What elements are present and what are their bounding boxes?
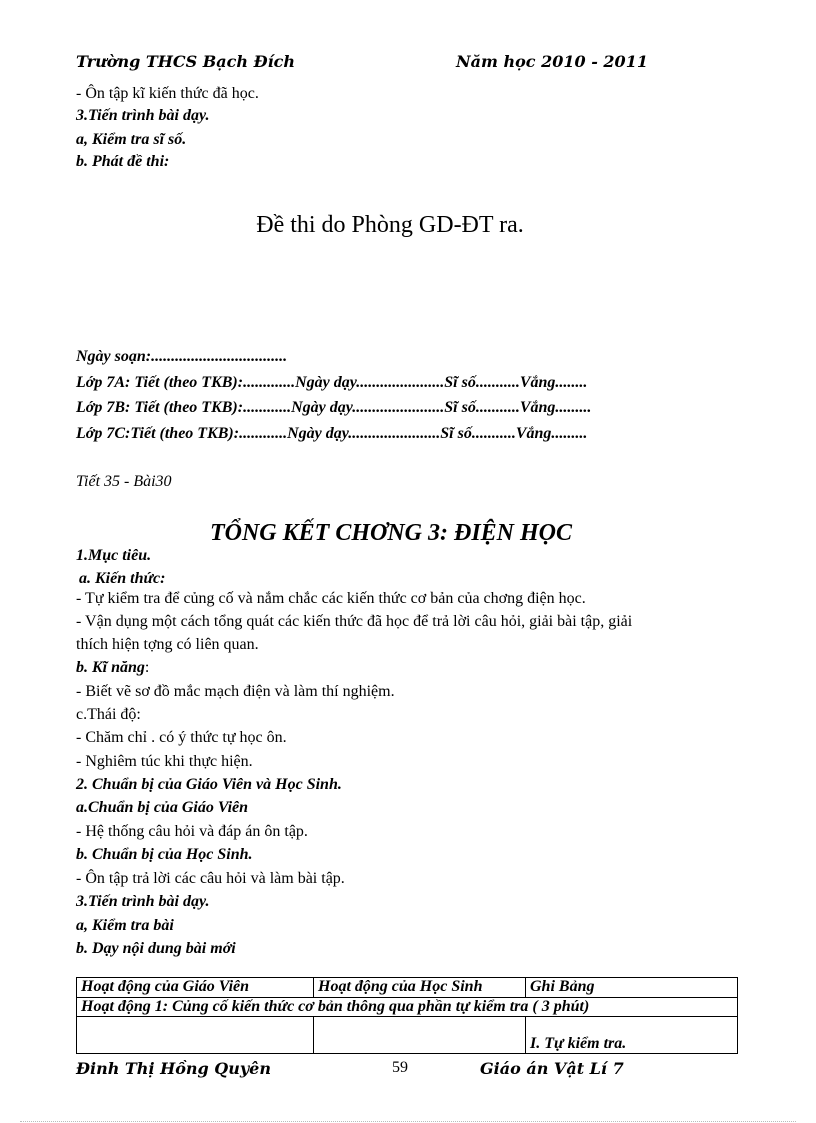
attitude-item-2: - Nghiêm túc khi thực hiện. <box>76 753 253 770</box>
review-line: - Ôn tập kĩ kiến thức đã học. <box>76 85 259 102</box>
teacher-prep-item: - Hệ thống câu hỏi và đáp án ôn tập. <box>76 823 308 840</box>
preparation-heading: 2. Chuẩn bị của Giáo Viên và Học Sinh. <box>76 776 342 793</box>
class-7c-line: Lớp 7C:Tiết (theo TKB):............Ngày dạy.......................Sĩ số...........Vắng......... <box>76 425 588 442</box>
lesson-progress-heading: 3.Tiến trình bài dạy. <box>76 893 210 910</box>
progress-heading: 3.Tiến trình bài dạy. <box>76 107 210 124</box>
class-7b-line: Lớp 7B: Tiết (theo TKB):............Ngày dạy.......................Sĩ số...........Vắng......... <box>76 399 592 416</box>
col-board: Ghi Bảng <box>526 978 738 998</box>
footer-subject: Giáo án Vật Lí 7 <box>480 1059 624 1078</box>
col-student: Hoạt động của Học Sinh <box>314 978 526 998</box>
check-lesson-heading: a, Kiểm tra bài <box>76 917 174 934</box>
lesson-ref: Tiết 35 - Bài30 <box>76 473 172 490</box>
student-prep-item: - Ôn tập trả lời các câu hỏi và làm bài tập. <box>76 870 345 887</box>
knowledge-item-2: - Vận dụng một cách tổng quát các kiến thức đã học để trả lời câu hỏi, giải bài tập, giải <box>76 613 633 630</box>
skills-label: b. Kĩ năng <box>76 659 145 676</box>
skills-colon: : <box>144 659 150 676</box>
col-teacher: Hoạt động của Giáo Viên <box>77 978 314 998</box>
skills-item: - Biết vẽ sơ đồ mắc mạch điện và làm thí nghiệm. <box>76 683 395 700</box>
attendance-heading: a, Kiểm tra sĩ số. <box>76 131 187 148</box>
skills-heading <box>76 658 149 678</box>
self-check-cell: I. Tự kiểm tra. <box>526 1017 738 1054</box>
exam-heading: b. Phát đề thi: <box>76 153 170 170</box>
page-number: 59 <box>392 1059 408 1076</box>
knowledge-item-1: - Tự kiểm tra để củng cố và nắm chắc các kiến thức cơ bản của chơng điện học. <box>76 590 586 607</box>
exam-note: Đề thi do Phòng GD-ĐT ra. <box>256 212 524 238</box>
student-cell <box>314 1017 526 1054</box>
lesson-title: TỔNG KẾT CHƠNG 3: ĐIỆN HỌC <box>209 520 572 546</box>
table-row <box>77 1017 738 1054</box>
student-prep-heading: b. Chuẩn bị của Học Sinh. <box>76 846 253 863</box>
activity-table <box>76 977 738 1054</box>
knowledge-item-2-cont: thích hiện tợng có liên quan. <box>76 636 259 653</box>
objectives-heading: 1.Mục tiêu. <box>76 547 152 564</box>
activity-1-row: Hoạt động 1: Củng cố kiến thức cơ bản thông qua phần tự kiểm tra ( 3 phút) <box>77 998 738 1017</box>
knowledge-heading: a. Kiến thức: <box>79 570 166 587</box>
class-7a-line: Lớp 7A: Tiết (theo TKB):.............Ngày dạy......................Sĩ số...........Vắng........ <box>76 374 588 391</box>
footer-author: Đinh Thị Hồng Quyên <box>76 1059 271 1078</box>
teacher-prep-heading: a.Chuẩn bị của Giáo Viên <box>76 799 249 816</box>
table-header-row <box>77 978 738 998</box>
table-row <box>77 998 738 1017</box>
attitude-item-1: - Chăm chỉ . có ý thức tự học ôn. <box>76 729 287 746</box>
teacher-cell <box>77 1017 314 1054</box>
prep-date: Ngày soạn:.................................. <box>76 348 288 365</box>
teach-content-heading: b. Dạy nội dung bài mới <box>76 940 236 957</box>
school-name: Trường THCS Bạch Đích <box>76 52 296 71</box>
page-bottom-divider <box>20 1121 796 1122</box>
attitude-heading: c.Thái độ: <box>76 706 141 723</box>
school-year: Năm học 2010 - 2011 <box>456 52 648 71</box>
